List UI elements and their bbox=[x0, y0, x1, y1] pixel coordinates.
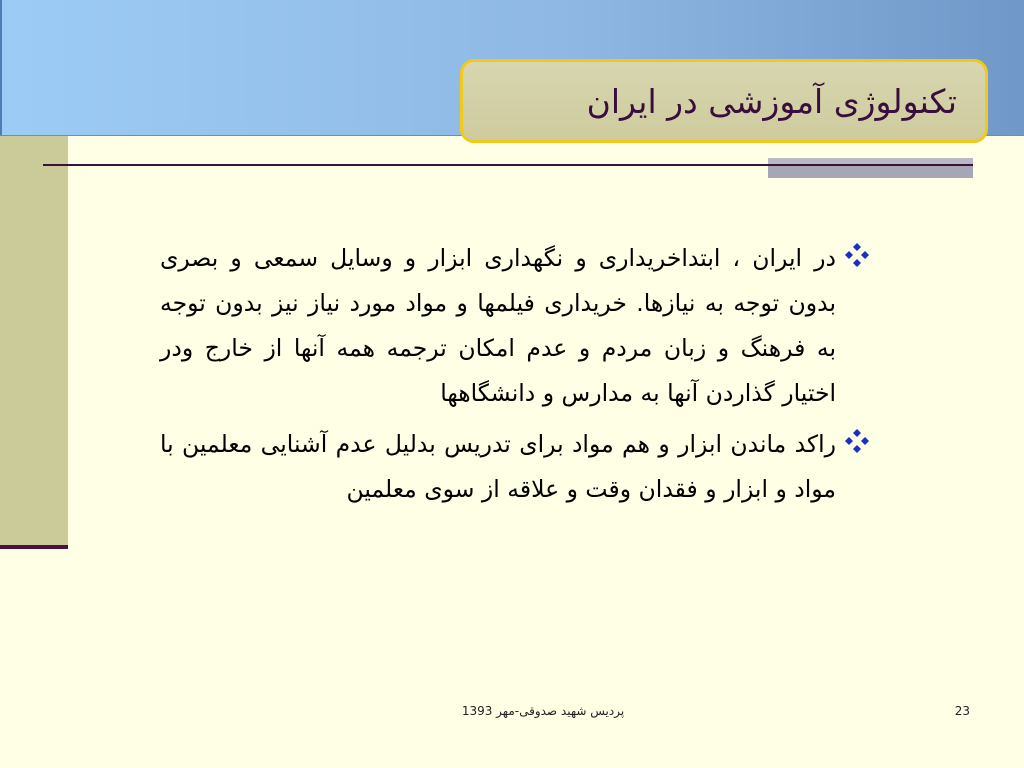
slide-title-box bbox=[460, 59, 988, 143]
bullet-item bbox=[160, 422, 872, 512]
slide-content bbox=[160, 236, 872, 518]
divider-decoration-top bbox=[768, 158, 973, 164]
four-diamond-bullet-icon bbox=[842, 242, 872, 268]
header-band-edge bbox=[0, 0, 2, 135]
four-diamond-bullet-icon bbox=[842, 428, 872, 454]
divider-decoration-bottom bbox=[768, 166, 973, 178]
footer-text: پردیس شهید صدوقی-مهر 1393 bbox=[461, 704, 625, 718]
left-accent-underline bbox=[0, 545, 68, 549]
bullet-text: راکد ماندن ابزار و هم مواد برای تدریس بدلیل عدم آشنایی معلمین با مواد و ابزار و فقدان وقت و علاقه از سوی معلمین bbox=[160, 430, 836, 503]
bullet-text: در ایران ، ابتداخریداری و نگهداری ابزار و وسایل سمعی و بصری بدون توجه به نیازها. خریداری فیلمها و مواد مورد نیاز نیز بدون توجه به فرهنگ و زبان مردم و عدم امکان ترجمه همه آنها از خارج ودر اختیار گذاردن آنها به مدارس و دانشگاهها bbox=[160, 244, 836, 407]
bullet-item bbox=[160, 236, 872, 416]
left-accent-bar bbox=[0, 136, 68, 546]
page-number: 23 bbox=[954, 704, 970, 718]
slide-title: تکنولوژی آموزشی در ایران bbox=[586, 81, 957, 121]
